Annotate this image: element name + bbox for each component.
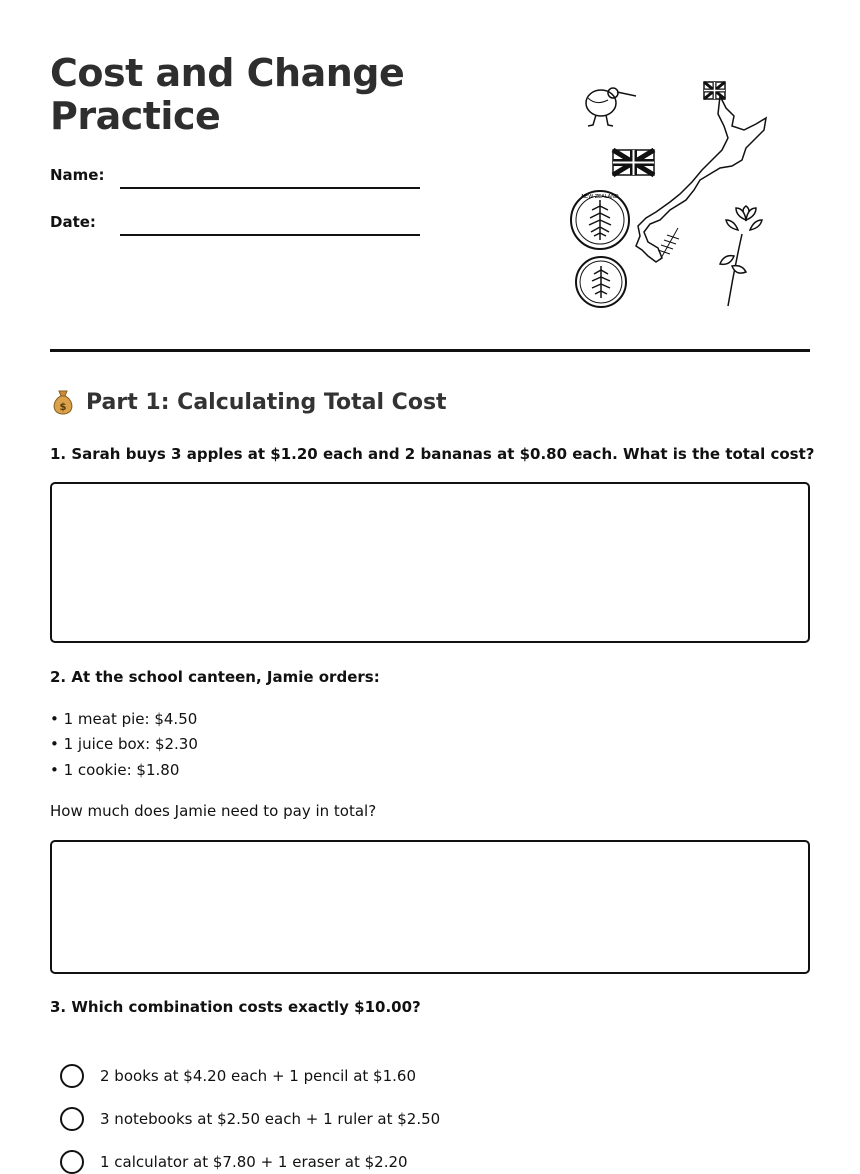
page-title: [50, 52, 404, 138]
section-1-title-text: Part 1: Calculating Total Cost: [86, 389, 447, 415]
money-bag-icon: [50, 388, 76, 416]
name-label: Name:: [50, 166, 105, 184]
name-field[interactable]: [120, 187, 420, 189]
new-zealand-illustration: [560, 70, 780, 315]
question-1: 1. Sarah buys 3 apples at $1.20 each and 2 bananas at $0.80 each. What is the total cost?: [50, 445, 815, 463]
question-2: 2. At the school canteen, Jamie orders:: [50, 668, 380, 686]
option-label: 2 books at $4.20 each + 1 pencil at $1.60: [100, 1067, 416, 1085]
title-line-2: Practice: [50, 94, 221, 138]
radio-button[interactable]: [60, 1150, 84, 1174]
list-item: • 1 juice box: $2.30: [50, 735, 198, 753]
svg-text:$: $: [59, 402, 67, 413]
answer-box-2[interactable]: [50, 840, 810, 974]
list-item: • 1 meat pie: $4.50: [50, 710, 198, 728]
option-b[interactable]: [60, 1107, 440, 1131]
radio-button[interactable]: [60, 1064, 84, 1088]
option-c[interactable]: [60, 1150, 408, 1174]
radio-button[interactable]: [60, 1107, 84, 1131]
header-divider: [50, 349, 810, 352]
coin-text: NEW ZEALAND: [581, 194, 619, 200]
title-line-1: Cost and Change: [50, 51, 405, 95]
fern-coin-icon: [576, 257, 626, 307]
date-field[interactable]: [120, 234, 420, 236]
date-label: Date:: [50, 213, 96, 231]
new-zealand-map-icon: [636, 96, 766, 262]
list-item: • 1 cookie: $1.80: [50, 761, 180, 779]
union-jack-flag-icon: [613, 150, 654, 175]
answer-box-1[interactable]: [50, 482, 810, 643]
nz-coin-icon: [571, 191, 629, 249]
kiwi-bird-icon: [586, 88, 636, 126]
flower-icon: [720, 206, 762, 306]
union-jack-flag-icon: [704, 82, 725, 99]
question-3: 3. Which combination costs exactly $10.00?: [50, 998, 421, 1016]
option-a[interactable]: [60, 1064, 416, 1088]
option-label: 3 notebooks at $2.50 each + 1 ruler at $2.50: [100, 1110, 441, 1128]
option-label: 1 calculator at $7.80 + 1 eraser at $2.20: [100, 1153, 408, 1171]
question-2-prompt: How much does Jamie need to pay in total?: [50, 802, 377, 820]
section-1-title: [50, 388, 447, 416]
